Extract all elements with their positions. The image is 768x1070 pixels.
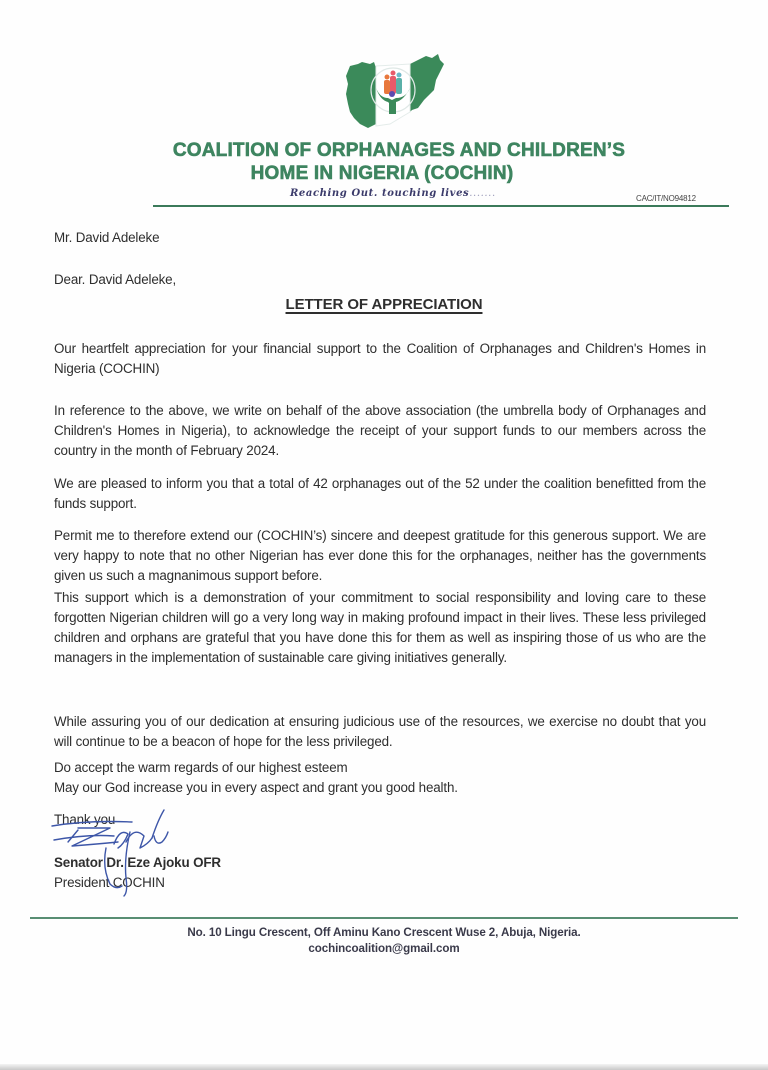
registration-number: CAC/IT/NO94812 (636, 194, 696, 203)
closing-thank-you: Thank you (54, 812, 116, 827)
blessing-line: May our God increase you in every aspect and grant you good health. (54, 780, 458, 795)
salutation: Dear. David Adeleke, (54, 272, 177, 287)
header-divider (153, 205, 729, 207)
signer-name: Senator Dr. Eze Ajoku OFR (54, 855, 221, 870)
organization-tagline (290, 188, 496, 199)
tagline-dots: ....... (469, 188, 496, 199)
letter-title-text: LETTER OF APPRECIATION (285, 296, 483, 313)
regards-line: Do accept the warm regards of our highest esteem (54, 760, 348, 775)
nigeria-map-logo-icon (340, 38, 448, 134)
page-bottom-edge (0, 1064, 768, 1070)
paragraph-appreciation: Our heartfelt appreciation for your financial support to the Coalition of Orphanages and Children's Homes in Nigeria (COCHIN) (54, 341, 706, 376)
footer-email: cochincoalition@gmail.com (308, 942, 460, 955)
paragraph-impact: This support which is a demonstration of your commitment to social responsibility and loving care to these forgotten Nigerian children will go a very long way in making profound impact in their lives. These less privileged children and orphans are grateful that you have done this for them as well as inspiring those of us who are the managers in the implementation of sustainable care giving initiatives generally. (54, 590, 706, 665)
footer-address: No. 10 Lingu Crescent, Off Aminu Kano Crescent Wuse 2, Abuja, Nigeria. (187, 926, 581, 939)
letter-title (0, 296, 768, 313)
paragraph-reference: In reference to the above, we write on behalf of the above association (the umbrella body of Orphanages and Children's Homes in Nigeria), to acknowledge the receipt of your support funds to our members across the country in the month of February 2024. (54, 403, 706, 458)
tagline-text: Reaching Out. touching lives (290, 188, 470, 199)
footer-divider (30, 917, 738, 919)
paragraph-beneficiaries: We are pleased to inform you that a total of 42 orphanages out of the 52 under the coalition benefitted from the funds support. (54, 476, 706, 511)
organization-name-line1: COALITION OF ORPHANAGES AND CHILDREN’S (172, 140, 626, 161)
recipient-name: Mr. David Adeleke (54, 230, 160, 245)
paragraph-gratitude: Permit me to therefore extend our (COCHIN’s) sincere and deepest gratitude for this generous support. We are very happy to note that no other Nigerian has ever done this for the orphanages, neither has the governments given us such a magnanimous support before. (54, 528, 706, 583)
signer-title: President COCHIN (54, 875, 165, 890)
organization-name-line2: HOME IN NIGERIA (COCHIN) (250, 163, 514, 184)
paragraph-assurance: While assuring you of our dedication at ensuring judicious use of the resources, we exercise no doubt that you will continue to be a beacon of hope for the less privileged. (54, 714, 706, 749)
